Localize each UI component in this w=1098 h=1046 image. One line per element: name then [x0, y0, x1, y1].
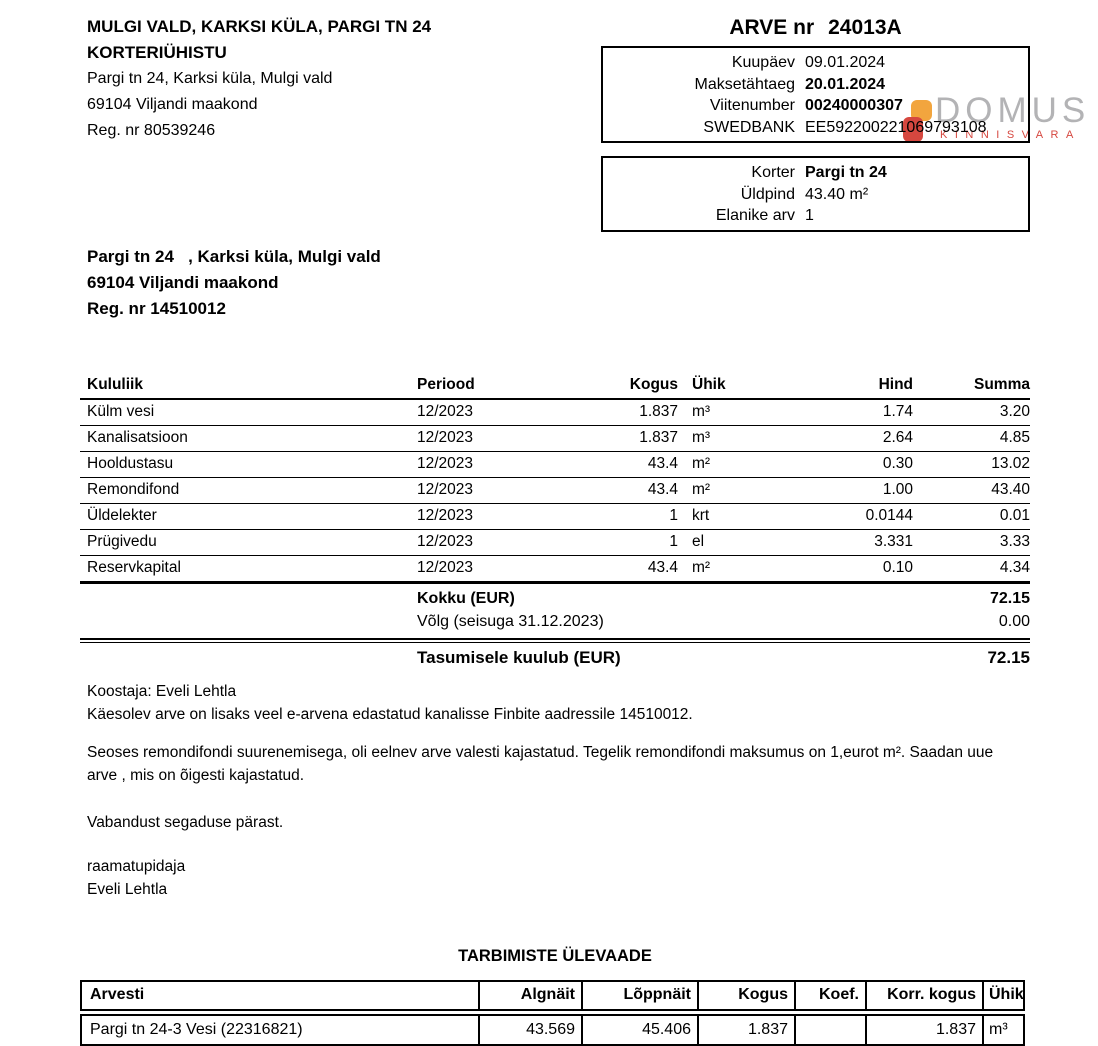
cell-qty: 43.4: [647, 480, 678, 498]
cell-qty: 43.4: [647, 454, 678, 472]
kokku-label: Kokku (EUR): [417, 589, 515, 607]
col-header-hind: Hind: [878, 375, 913, 393]
recipient-address-line2: 69104 Viljandi maakond: [87, 272, 279, 292]
cell-unit: krt: [692, 506, 710, 524]
total-row-kokku: [80, 584, 1030, 610]
logo-subtitle: KINNISVARA: [940, 129, 1081, 141]
detail-label: Üldpind: [740, 185, 795, 203]
cell-start-reading: 43.569: [480, 1016, 583, 1044]
apartment-info-row: [613, 205, 1018, 227]
notes-section: [87, 680, 1027, 901]
col-header-loppnait: Lõppnäit: [583, 982, 699, 1009]
cell-unit: m³: [989, 1020, 1008, 1038]
cell-period: 12/2023: [417, 454, 474, 472]
col-header-periood: Periood: [417, 375, 475, 393]
cell-unit: m³: [692, 402, 711, 420]
issuer-reg-number: Reg. nr 80539246: [87, 122, 216, 139]
cell-name: Kanalisatsioon: [87, 428, 188, 446]
e-invoice-note: Käesolev arve on lisaks veel e-arvena edastatud kanalisse Finbite aadressile 14510012.: [87, 705, 693, 723]
cell-unit: m²: [692, 454, 711, 472]
kokku-value: 72.15: [989, 589, 1030, 607]
cell-sum: 3.33: [999, 532, 1030, 550]
top-section: [80, 14, 1030, 232]
cell-price: 3.331: [874, 532, 913, 550]
cell-sum: 3.20: [999, 402, 1030, 420]
volg-label: Võlg (seisuga 31.12.2023): [417, 612, 604, 630]
apartment-info-row: [613, 162, 1018, 184]
grand-total-value: 72.15: [987, 647, 1030, 667]
table-row: [80, 504, 1030, 530]
detail-value: 43.40 m²: [805, 185, 869, 203]
consumption-table: [80, 980, 1025, 1046]
detail-value: 20.01.2024: [805, 75, 886, 93]
cell-price: 1.00: [882, 480, 913, 498]
correction-note: Seoses remondifondi suurenemisega, oli eelnev arve valesti kajastatud. Tegelik remondifondi maksumus on 1,eurot m². Saadan uue arve , mis on õigesti kajastatud.: [87, 743, 994, 784]
detail-label: SWEDBANK: [703, 118, 795, 136]
cell-quantity: 1.837: [699, 1016, 796, 1044]
invoice-detail-row: [613, 52, 1018, 74]
detail-value: 09.01.2024: [805, 54, 886, 71]
volg-value: 0.00: [998, 612, 1030, 630]
detail-value: 00240000307: [805, 97, 903, 114]
cell-price: 2.64: [882, 428, 913, 446]
logo-name: DOMUS: [935, 91, 1091, 130]
cell-koef: [796, 1016, 867, 1044]
issuer-address-line1: Pargi tn 24, Karksi küla, Mulgi vald: [87, 70, 333, 87]
grand-total-label: Tasumisele kuulub (EUR): [417, 647, 621, 667]
detail-label: Maksetähtaeg: [694, 75, 795, 93]
issuer-address-line2: 69104 Viljandi maakond: [87, 96, 258, 113]
invoice-number: 24013A: [828, 16, 902, 39]
table-row: [80, 426, 1030, 452]
total-row-volg: [80, 610, 1030, 638]
detail-label: Korter: [751, 164, 795, 181]
cell-name: Külm vesi: [87, 402, 155, 420]
table-row: [80, 400, 1030, 426]
cell-price: 1.74: [882, 402, 913, 420]
cell-qty: 1.837: [639, 428, 678, 446]
col-header-kululiik: Kululiik: [87, 375, 143, 393]
signoff-name: Eveli Lehtla: [87, 880, 168, 898]
cell-period: 12/2023: [417, 506, 474, 524]
col-header-algnait: Algnäit: [480, 982, 583, 1009]
invoice-detail-row: [613, 74, 1018, 96]
cell-period: 12/2023: [417, 402, 474, 420]
cell-qty: 43.4: [647, 558, 678, 576]
issuer-block: [87, 14, 431, 144]
cell-sum: 4.85: [999, 428, 1030, 446]
cell-name: Prügivedu: [87, 532, 157, 550]
invoice-detail-row: [613, 117, 1018, 139]
detail-label: Kuupäev: [731, 54, 795, 71]
consumption-data-row: [80, 1014, 1025, 1046]
cell-qty: 1: [669, 506, 678, 524]
cost-table-header: [80, 374, 1030, 400]
col-header-kogus: Kogus: [629, 375, 678, 393]
cell-name: Remondifond: [87, 480, 180, 498]
cell-name: Üldelekter: [87, 506, 157, 524]
invoice-header-right: [601, 14, 1030, 232]
col-header-arvesti: Arvesti: [82, 982, 480, 1009]
cell-period: 12/2023: [417, 532, 474, 550]
recipient-address-line1: Pargi tn 24 , Karksi küla, Mulgi vald: [87, 246, 381, 266]
cost-table: [80, 374, 1030, 672]
detail-value: Pargi tn 24: [805, 164, 887, 181]
cell-qty: 1.837: [639, 402, 678, 420]
invoice-title: [601, 16, 1030, 40]
signoff-role: raamatupidaja: [87, 857, 186, 875]
table-row: [80, 478, 1030, 504]
recipient-block: [87, 244, 1030, 322]
cell-meter-name: Pargi tn 24-3 Vesi (22316821): [82, 1016, 480, 1044]
cell-unit: m²: [692, 480, 711, 498]
consumption-header-row: [80, 980, 1025, 1011]
table-row: [80, 530, 1030, 556]
invoice-details-box: [601, 46, 1030, 143]
invoice-detail-row: [613, 95, 1018, 117]
col-header-korr-kogus: Korr. kogus: [867, 982, 984, 1009]
cell-unit: m²: [692, 558, 711, 576]
col-header-uhik: Ühik: [692, 375, 726, 393]
cell-unit: m³: [692, 428, 711, 446]
col-header-uhik: Ühik: [989, 985, 1024, 1003]
invoice-title-label: ARVE nr: [729, 16, 815, 39]
cell-corrected-quantity: 1.837: [867, 1016, 984, 1044]
cell-end-reading: 45.406: [583, 1016, 699, 1044]
table-row: [80, 452, 1030, 478]
detail-value: 1: [805, 207, 814, 224]
cell-unit: el: [692, 532, 705, 550]
cell-period: 12/2023: [417, 558, 474, 576]
cell-name: Hooldustasu: [87, 454, 174, 472]
issuer-name-line2: KORTERIÜHISTU: [87, 43, 227, 62]
cell-sum: 0.01: [999, 506, 1030, 524]
col-header-koef: Koef.: [796, 982, 867, 1009]
col-header-kogus: Kogus: [699, 982, 796, 1009]
table-row: [80, 556, 1030, 581]
col-header-summa: Summa: [974, 375, 1030, 393]
cell-period: 12/2023: [417, 428, 474, 446]
consumption-title: TARBIMISTE ÜLEVAADE: [458, 946, 652, 965]
detail-value: EE592200221069793108: [805, 118, 987, 136]
apology-note: Vabandust segaduse pärast.: [87, 813, 284, 831]
cell-qty: 1: [669, 532, 678, 550]
cell-period: 12/2023: [417, 480, 474, 498]
grand-total-row: [80, 643, 1030, 672]
cell-price: 0.0144: [865, 506, 913, 524]
apartment-info-row: [613, 184, 1018, 206]
cell-name: Reservkapital: [87, 558, 181, 576]
apartment-info-box: [601, 156, 1030, 232]
cell-price: 0.30: [882, 454, 913, 472]
issuer-name-line1: MULGI VALD, KARKSI KÜLA, PARGI TN 24: [87, 17, 432, 36]
detail-label: Viitenumber: [709, 97, 795, 114]
cell-sum: 4.34: [999, 558, 1030, 576]
cell-sum: 13.02: [991, 454, 1030, 472]
cell-price: 0.10: [882, 558, 913, 576]
cell-sum: 43.40: [991, 480, 1030, 498]
preparer-note: Koostaja: Eveli Lehtla: [87, 682, 237, 700]
recipient-reg-number: Reg. nr 14510012: [87, 298, 226, 318]
detail-label: Elanike arv: [715, 207, 795, 224]
